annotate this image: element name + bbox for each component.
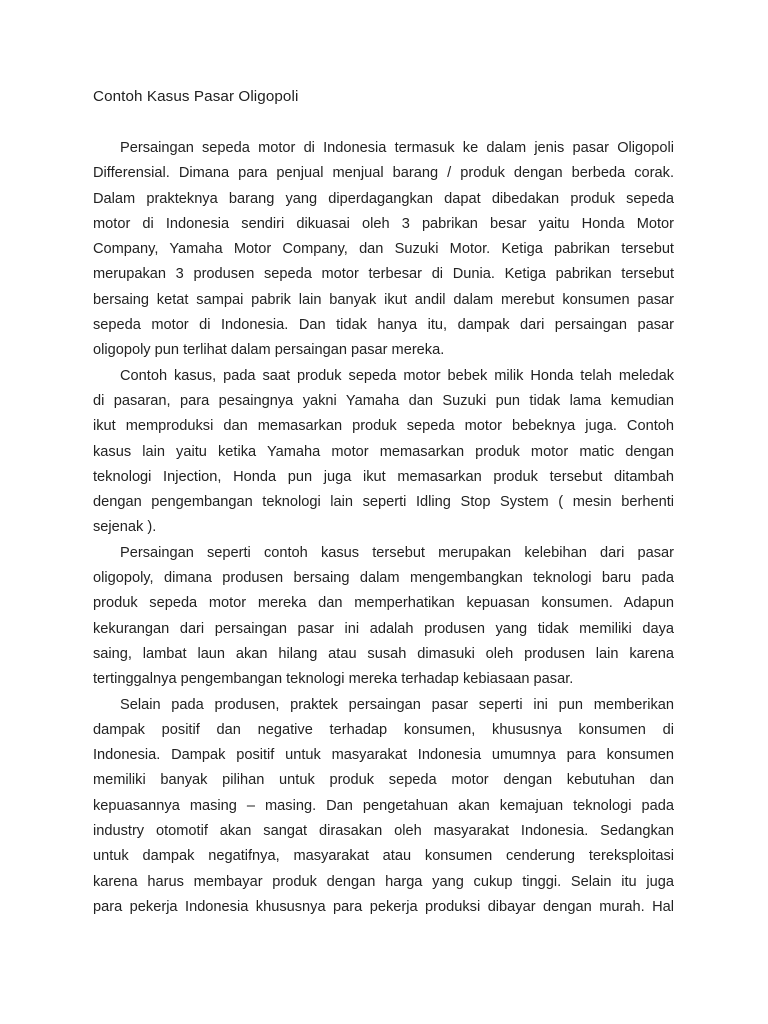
text-line: dampak positif dan negative terhadap konsumen, khususnya konsumen di (93, 721, 674, 738)
text-line: saing, lambat laun akan hilang atau susah dimasuki oleh produsen lain karena (93, 645, 674, 662)
text-line: industry otomotif akan sangat dirasakan oleh masyarakat Indonesia. Sedangkan (93, 823, 674, 840)
paragraph-4 (93, 693, 674, 921)
text-line: motor di Indonesia sendiri dikuasai oleh 3 pabrikan besar yaitu Honda Motor (93, 215, 674, 232)
text-line: kasus lain yaitu ketika Yamaha motor memasarkan produk motor matic dengan (93, 443, 674, 460)
text-line: sejenak ). (93, 519, 157, 536)
paragraph-2 (93, 364, 674, 541)
text-line: oligopoly pun terlihat dalam persaingan pasar mereka. (93, 342, 445, 359)
text-line: oligopoly, dimana produsen bersaing dalam mengembangkan teknologi baru pada (93, 570, 674, 587)
paragraph-1 (93, 136, 674, 364)
text-line: produk sepeda motor mereka dan memperhatikan kepuasan konsumen. Adapun (93, 595, 674, 612)
text-line: Selain pada produsen, praktek persaingan pasar seperti ini pun memberikan (120, 696, 674, 713)
text-line: Persaingan sepeda motor di Indonesia termasuk ke dalam jenis pasar Oligopoli (120, 140, 674, 156)
text-line: Indonesia. Dampak positif untuk masyarakat Indonesia umumnya para konsumen (93, 747, 674, 764)
text-line: kepuasannya masing – masing. Dan pengetahuan akan kemajuan teknologi pada (93, 797, 674, 814)
text-line: dengan pengembangan teknologi lain seperti Idling Stop System ( mesin berhenti (93, 494, 674, 511)
text-line: kekurangan dari persaingan pasar ini adalah produsen yang tidak memiliki daya (93, 620, 674, 637)
text-line: Contoh kasus, pada saat produk sepeda motor bebek milik Honda telah meledak (120, 367, 674, 384)
text-line: merupakan 3 produsen sepeda motor terbesar di Dunia. Ketiga pabrikan tersebut (93, 266, 674, 283)
text-line: karena harus membayar produk dengan harga yang cukup tinggi. Selain itu juga (93, 873, 674, 890)
text-line: Company, Yamaha Motor Company, dan Suzuki Motor. Ketiga pabrikan tersebut (93, 241, 674, 258)
text-line: untuk dampak negatifnya, masyarakat atau konsumen cenderung tereksploitasi (93, 848, 674, 865)
document-body (93, 136, 674, 920)
text-line: di pasaran, para pesaingnya yakni Yamaha dan Suzuki pun tidak lama kemudian (93, 392, 674, 409)
text-line: bersaing ketat sampai pabrik lain banyak ikut andil dalam merebut konsumen pasar (93, 291, 674, 308)
paragraph-3 (93, 541, 674, 693)
text-line: Persaingan seperti contoh kasus tersebut merupakan kelebihan dari pasar (120, 544, 674, 561)
text-line: ikut memproduksi dan memasarkan produk sepeda motor bebeknya juga. Contoh (93, 418, 674, 435)
document-title: Contoh Kasus Pasar Oligopoli (93, 88, 299, 105)
text-line: tertinggalnya pengembangan teknologi mereka terhadap kebiasaan pasar. (93, 671, 574, 688)
text-line: teknologi Injection, Honda pun juga ikut memasarkan produk tersebut ditambah (93, 468, 674, 485)
text-line: Differensial. Dimana para penjual menjual barang / produk dengan berbeda corak. (93, 165, 674, 182)
text-line: Dalam prakteknya barang yang diperdagangkan dapat dibedakan produk sepeda (93, 190, 674, 207)
text-line: sepeda motor di Indonesia. Dan tidak hanya itu, dampak dari persaingan pasar (93, 317, 674, 334)
text-line: memiliki banyak pilihan untuk produk sepeda motor dengan kebutuhan dan (93, 772, 674, 789)
text-line: para pekerja Indonesia khususnya para pekerja produksi dibayar dengan murah. Hal (93, 898, 674, 915)
